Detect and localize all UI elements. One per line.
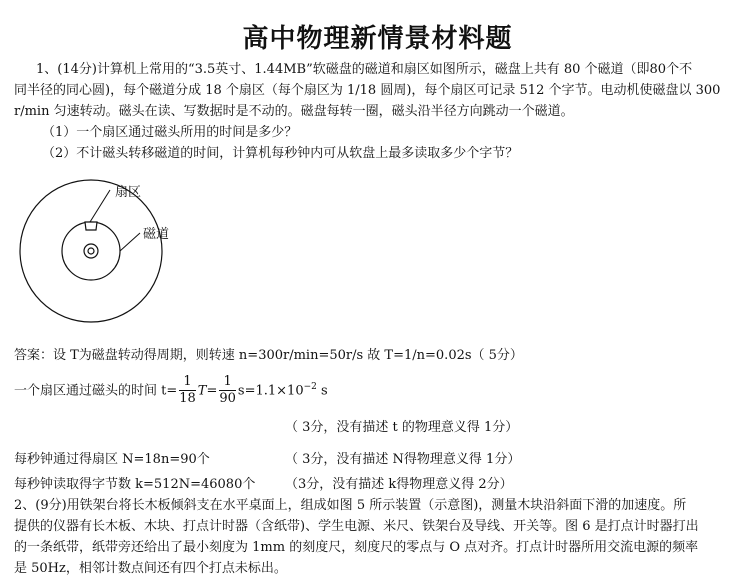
answer-line3: 每秒钟通过得扇区 N=18n=90个 <box>14 452 210 467</box>
score-k: （3分，没有描述 k得物理意义得 2分） <box>285 477 513 492</box>
spindle-outer <box>84 244 98 258</box>
sector-pointer <box>90 190 110 222</box>
answer-exponent: −2 <box>303 382 317 392</box>
q2-line3: 的一条纸带，纸带旁还给出了最小刻度为 1mm 的刻度尺，刻度尺的零点与 O 点对齐。打点计时器所用交流电源的频率 <box>14 540 699 555</box>
answer-value: s=1.1×10 <box>237 383 304 399</box>
spindle-inner <box>88 248 94 254</box>
q1-line3: r/min 匀速转动。磁头在读、写数据时是不动的。磁盘每转一圈，磁头沿半径方向跳动一个磁道。 <box>14 104 574 119</box>
frac2-denominator: 90 <box>219 391 236 407</box>
score-n: （ 3分，没有描述 N得物理意义得 1分） <box>285 452 521 467</box>
fraction-1-18 <box>179 374 196 407</box>
sector-block <box>85 222 97 230</box>
score-t: （ 3分，没有描述 t 的物理意义得 1分） <box>285 420 519 435</box>
track-circle <box>62 222 120 280</box>
answer-line1: 答案：设 T为磁盘转动得周期，则转速 n=300r/min=50r/s 故 T=1/n=0.02s（ 5分） <box>14 348 523 363</box>
q1-sub2: （2）不计磁头转移磁道的时间，计算机每秒钟内可从软盘上最多读取多少个字节？ <box>42 146 519 161</box>
track-pointer <box>120 233 140 251</box>
answer-line4: 每秒钟读取得字节数 k=512N=46080个 <box>14 477 256 492</box>
q1-line1: 1、(14分)计算机上常用的“3.5英寸、1.44MB”软磁盘的磁道和扇区如图所示，磁盘上共有 80 个磁道（即80个不 <box>36 62 693 77</box>
q1-line2: 同半径的同心圆)，每个磁道分成 18 个扇区（每个扇区为 1/18 圆周)，每个扇区可记录 512 个字节。电动机使磁盘以 300 <box>14 83 721 98</box>
answer-unit: s <box>316 383 328 399</box>
answer-line2-prefix: 一个扇区通过磁头的时间 t= <box>14 383 178 399</box>
page-title: 高中物理新情景材料题 <box>242 24 513 54</box>
label-track: 磁道 <box>143 227 170 242</box>
label-sector: 扇区 <box>115 185 142 200</box>
q1-sub1: （1）一个扇区通过磁头所用的时间是多少？ <box>42 125 298 140</box>
frac1-numerator: 1 <box>179 374 196 391</box>
frac1-denominator: 18 <box>179 391 196 407</box>
fraction-1-90 <box>219 374 236 407</box>
floppy-disk-figure <box>12 178 202 338</box>
answer-line2: 一个扇区通过磁头的时间 t= $\frac{1}{18}$ T= $\frac{1}{90}$ $s=1.1\times 10^{-2}$ s <box>14 374 328 407</box>
q2-line2: 提供的仪器有长木板、木块、打点计时器（含纸带)、学生电源、米尺、铁架台及导线、开关等。图 6 是打点计时器打出 <box>14 519 699 534</box>
period-symbol: T <box>197 383 207 399</box>
frac2-numerator: 1 <box>219 374 236 391</box>
q2-line4: 是 50Hz，相邻计数点间还有四个打点未标出。 <box>14 561 287 576</box>
disk-outer-circle <box>20 180 162 322</box>
q2-line1: 2、(9分)用铁架台将长木板倾斜支在水平桌面上，组成如图 5 所示装置（示意图)，测量木块沿斜面下滑的加速度。所 <box>14 498 687 513</box>
